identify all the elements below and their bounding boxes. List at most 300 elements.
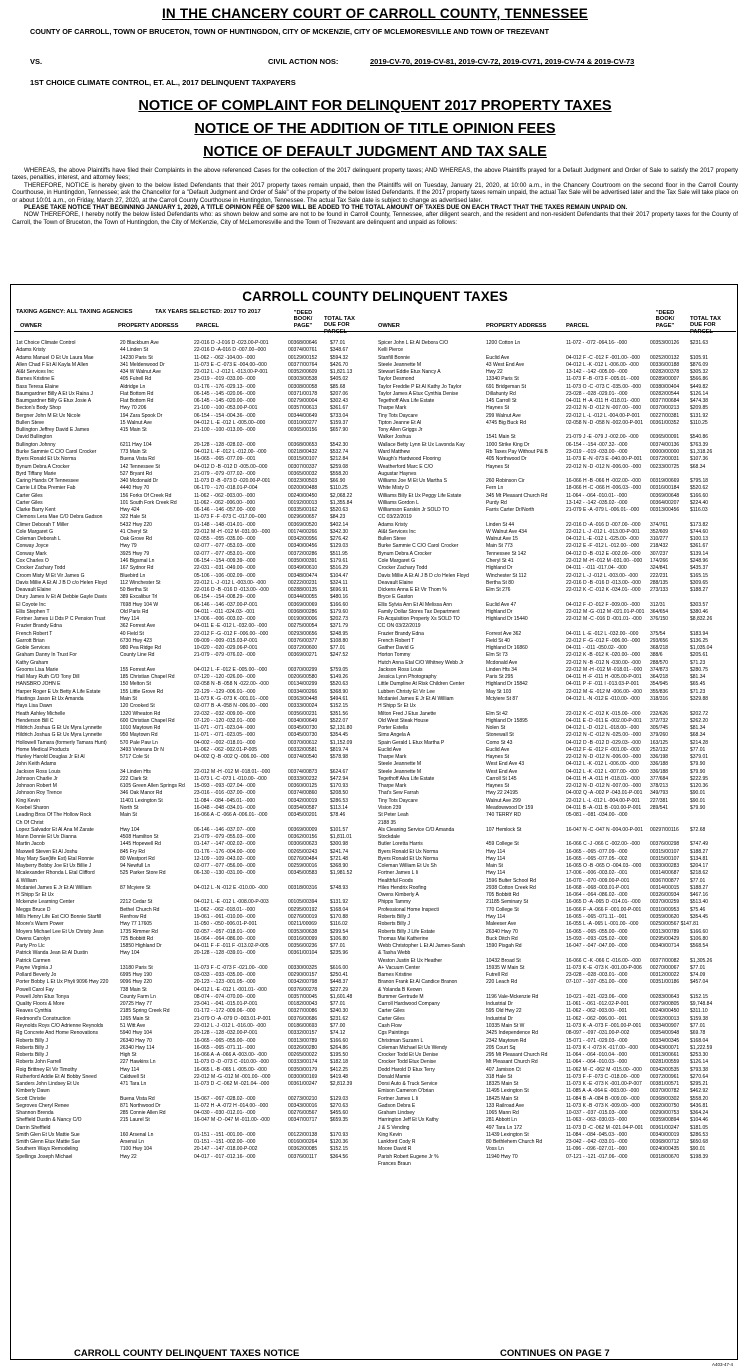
address-cell: Linden Hts 34 [486, 666, 517, 673]
parcel-cell: 11-073 E -N -073 E -040.00-P-001 [566, 456, 643, 463]
listing-row [16, 870, 376, 877]
address-cell: Main St [120, 696, 137, 703]
deed-cell: 252/132 [650, 746, 669, 753]
deed-cell: 00313/00661 [650, 1052, 680, 1059]
deed-cell: 00105/00394 [288, 899, 318, 906]
address-cell: Highland Dr 15842 [486, 681, 528, 688]
listing-row [378, 965, 738, 972]
parcel-cell: 16-066 C -J -066 C -002.00- -000 [566, 841, 640, 848]
listing-row [378, 1146, 738, 1153]
total-cell: $494.61 [330, 696, 349, 703]
total-cell: $218.62 [690, 870, 709, 877]
address-cell: 3493 Veterans Dr N [120, 746, 164, 753]
listing-row [378, 551, 738, 558]
deed-cell: 00314/00015 [650, 884, 680, 891]
owner-cell: Roberts Billy J [378, 921, 410, 928]
deed-cell: 352/609 [650, 528, 669, 535]
listing-row [378, 863, 738, 870]
address-cell: 18425 Main St [486, 1095, 519, 1102]
listing-row [378, 892, 738, 899]
listing-row [16, 761, 376, 768]
address-cell: 14230 Paris St [120, 354, 153, 361]
listing-row [16, 747, 376, 754]
owner-cell: Becton's Body Shop [16, 405, 61, 412]
owner-cell: CC ON 03/22/2019 [378, 623, 421, 630]
deed-cell: 00371/00178 [288, 390, 318, 397]
total-cell: $68.34 [690, 463, 706, 470]
total-cell: $90.01 [690, 790, 706, 797]
deed-cell: 00369/00271 [288, 652, 318, 659]
listing-row [378, 573, 738, 580]
address-cell: Haynes St [486, 463, 510, 470]
title-fee-notice: PLEASE TAKE NOTICE THAT BEGINNING JANUARY 1, 2020, A TITLE OPINION FEE OF $200 WILL BE ADDED TO THE TOTAL AMOUNT OF TAXES DUE ON EACH TRACT THAT THE TAXES REMAIN UNPAID ON. [24, 204, 628, 212]
address-cell: 4440 Hwy 70 [120, 485, 150, 492]
listing-row [16, 1139, 376, 1146]
deed-cell: 00315/00107 [288, 456, 318, 463]
total-cell: $8,832.26 [690, 616, 713, 623]
tax-years-label: TAX YEARS SELECTED: 2017 TO 2017 [155, 309, 261, 315]
address-cell: Hwy 114 [486, 913, 506, 920]
parcel-cell: 11-073 F -F -073 C -017.00--000 [194, 514, 267, 521]
total-cell: $104.46 [690, 1117, 709, 1124]
total-cell: $231.62 [330, 1015, 349, 1022]
parcel-cell: 10-037 - -037 -015.03- -000 [566, 1110, 628, 1117]
owner-cell: Ellis Stephen T [16, 608, 50, 615]
parcel-cell: 11-062 - -062 -003.00- -001 [566, 1008, 628, 1015]
deed-cell: 00345/00201 [288, 812, 318, 819]
address-cell: Hwy 104 [120, 950, 140, 957]
owner-cell: Drury James Iv Et Al Debbie Gayle Davis [16, 594, 107, 601]
deed-cell: 00372/00961 [650, 1073, 680, 1080]
owner-cell: Dodd Harold D Etux Terry [378, 1066, 435, 1073]
owner-cell: Cox Charles O [16, 557, 49, 564]
listing-row [378, 761, 738, 768]
address-cell: Linden St 44 [486, 521, 515, 528]
parcel-cell: 04-012 F -D -012 F -009.00- -000 [566, 601, 640, 608]
deed-cell: 336/198 [650, 754, 669, 761]
parcel-cell: 22-012 N -D -012 N -007.00- -000 [566, 405, 642, 412]
total-cell: $183.94 [690, 630, 709, 637]
deed-cell: 00345/00730 [288, 732, 318, 739]
owner-cell: Cole Margaret G [16, 528, 53, 535]
address-cell: 20 Blackburn Ave [120, 340, 159, 346]
listing-row [16, 769, 376, 776]
col-deed-header-right: "DEED BOOK/ PAGE" [655, 310, 675, 329]
listing-row [378, 587, 738, 594]
address-cell: 2212 Cedar St [120, 899, 153, 906]
parcel-cell: 11-062 - -062 -002.01-P-005 [194, 746, 258, 753]
listing-row [378, 1088, 738, 1095]
parcel-cell: 11-096 - -096 -027.01- -000 [566, 1146, 628, 1153]
address-cell: 50 Bertha St [120, 587, 148, 594]
deed-cell: 00340/00649 [288, 717, 318, 724]
listing-row [16, 1059, 376, 1066]
deed-cell: 00227/00381 [650, 412, 680, 419]
address-cell: Industrial Dr [486, 1001, 513, 1008]
address-cell: 80 Bethlehem Church Rd [486, 1139, 543, 1146]
total-cell: $165.15 [690, 572, 709, 579]
deed-cell: 364/218 [650, 674, 669, 681]
parcel-cell: 08-074 - -074 -070.00- -000 [194, 993, 256, 1000]
total-cell: $1,601.48 [330, 993, 353, 1000]
address-cell: 6105 Green Allen Springs Rd [120, 783, 185, 790]
listing-row [16, 1074, 376, 1081]
owner-cell: Williams Billy Et Ux Peggy Life Estate [378, 492, 462, 499]
listing-row [378, 616, 738, 623]
owner-cell: Mills Henry Life Est C/O Bonnie Starfill [16, 913, 102, 920]
deed-cell: 00276/00019 [288, 913, 318, 920]
owner-cell: Byers Ronald Et Ux Norma [16, 456, 77, 463]
deed-cell: 163/125 [650, 739, 669, 746]
listing-row [378, 384, 738, 391]
listing-row [378, 1045, 738, 1052]
total-cell: $182.18 [330, 1059, 349, 1066]
listing-row [378, 522, 738, 529]
deed-cell: 00276/00484 [288, 855, 318, 862]
deed-cell: 00312/00022 [650, 972, 680, 979]
case-caption-row [30, 57, 720, 66]
address-cell: Bluebird Ln [120, 572, 146, 579]
deed-cell: 00192/00013 [288, 499, 318, 506]
listing-row [16, 1016, 376, 1023]
address-cell: Nolen St [486, 725, 506, 732]
deed-cell: 00374/00136 [650, 441, 680, 448]
deed-cell: 00368/00302 [650, 1095, 680, 1102]
address-cell: 2938 Cotton Creek Rd [486, 884, 536, 891]
listing-row [16, 790, 376, 797]
total-cell: $79.90 [690, 761, 706, 768]
deed-cell: 00344/00649 [288, 412, 318, 419]
owner-cell: Segroves Cheryl Renee [16, 1102, 70, 1109]
parcel-cell: 11-073 D -B -073 D -020.00-P-001 [194, 478, 271, 485]
parcel-cell: 22-012 M -H -012 M -018.01- -000 [566, 666, 643, 673]
owner-cell: Powell John Etux Tonya [16, 993, 69, 1000]
listing-row [378, 456, 738, 463]
deed-cell: 289/541 [650, 805, 669, 811]
owner-cell: Smith Glenn Etux Mattie Sue [16, 1139, 81, 1146]
listing-row [378, 1008, 738, 1015]
parcel-cell: 22-012 M -C -016 D -001.01- -000 [566, 616, 642, 623]
deed-cell: 00327/00086 [288, 1008, 318, 1015]
parcel-cell: 13-142 - -142 -005.00- -000 [566, 369, 628, 376]
parcel-cell: 02-077 - -077 -053.03- -000 [194, 543, 256, 550]
address-cell: 4745 Big Buck Rd [486, 419, 527, 426]
deed-cell: 00370/00259 [650, 899, 680, 906]
parcel-cell: 22-012 M -H -012 M -031.00- -000 [566, 557, 643, 564]
total-cell: $351.56 [330, 710, 349, 717]
owner-cell: Cash Flow [378, 1022, 402, 1029]
parcel-cell: 04-011 H -A -011 H -018.01- -000 [566, 775, 640, 782]
deed-cell: 00356/00236 [288, 943, 318, 950]
listing-row [16, 783, 376, 790]
owner-cell: Caring Hands Of Tennessee [16, 478, 79, 485]
total-cell: $106.80 [330, 935, 349, 942]
parcel-cell: 21-079 O -A -079 O -003.01-P-001 [194, 1015, 271, 1022]
deed-cell: 00259/00016 [288, 863, 318, 870]
deed-cell: 375/54 [650, 630, 666, 637]
total-cell: $205.61 [690, 652, 709, 659]
deed-cell: 00326/00934 [650, 892, 680, 899]
listing-row [378, 1132, 738, 1139]
total-cell: $2,068.22 [330, 492, 353, 499]
parcel-cell: 06-170 - -170 -018.01-P-004 [194, 485, 258, 492]
total-cell: $795.18 [690, 478, 709, 485]
deed-cell: 00374/00761 [288, 347, 318, 354]
total-cell: $2,131.80 [330, 725, 353, 732]
court-title: IN THE CHANCERY COURT OF CARROLL COUNTY, TENNESSEE [161, 6, 589, 21]
owner-cell: H Shipp Sr Et Ux [378, 703, 416, 710]
listing-row [16, 507, 376, 514]
listing-row [16, 1132, 376, 1139]
listing-row [16, 812, 376, 819]
listing-row [16, 907, 376, 914]
owner-cell: That's Sew Farrah [378, 790, 419, 797]
total-cell: $286.53 [690, 1131, 709, 1138]
owner-cell: Donald Mamie [378, 1073, 411, 1080]
total-cell: $77.01 [330, 943, 346, 950]
notice-complaint-heading: NOTICE OF COMPLAINT FOR DELINQUENT 2017 PROPERTY TAXES [138, 98, 612, 114]
owner-cell: 1st Choice Climate Control [16, 340, 76, 346]
address-cell: 5940 Hwy 104 [120, 1030, 152, 1037]
deed-cell: 00313/00456 [650, 507, 680, 514]
owner-cell: Harrington Jeff Et Ux Kathy [378, 1117, 439, 1124]
total-cell: $65.45 [690, 681, 706, 688]
total-cell: $650.68 [690, 1139, 709, 1146]
address-cell: 345 Mt Pleasant Church Rd [486, 492, 548, 499]
listing-row [16, 369, 376, 376]
parcel-cell: 05-081 - -081 -034.00- -000 [566, 812, 628, 819]
owner-cell: Croom Misty M Et Vir James G [16, 572, 85, 579]
total-cell: $516.29 [330, 565, 349, 572]
parcel-cell: 22-012 F -G -012 F -006.00- -000 [566, 637, 641, 644]
deed-cell: 00363/00448 [288, 696, 318, 703]
deed-cell: 00211/00069 [288, 921, 317, 928]
civil-action-numbers: 2019-CV-70, 2019-CV-81, 2019-CV-72, 2019-CV71, 2019-CV-74 & 2019-CV-73 [370, 57, 635, 66]
deed-cell: 00347/00717 [288, 1117, 318, 1124]
listing-row [378, 667, 738, 674]
total-cell: $354.45 [330, 732, 349, 739]
address-cell: 7698 Hwy 104 W [120, 601, 159, 608]
parcel-cell: 06-145 - -145 -020.00- -000 [194, 398, 256, 405]
parcel-cell: 04-012 L -K -012 L -006.00- -000 [566, 761, 639, 768]
listing-row [378, 718, 738, 725]
parcel-cell: 04-012 F -E -012 F -001.00- -000 [566, 746, 640, 753]
total-cell: $110.25 [690, 419, 708, 426]
address-cell: Maleeser Ave [486, 921, 517, 928]
deed-cell: 00333/00232 [288, 775, 318, 782]
total-cell: $262.20 [690, 717, 709, 724]
address-cell: 26340 Hwy 70 [120, 1037, 152, 1044]
col-address-header-right: PROPERTY ADDRESS [486, 323, 547, 329]
total-cell: $131.92 [330, 899, 349, 906]
total-cell: $188.27 [690, 884, 709, 891]
address-cell: Fern Ln [486, 485, 504, 492]
listing-row [378, 834, 738, 841]
total-cell: $1,152.09 [330, 739, 353, 746]
address-cell: West End Ave 43 [486, 761, 525, 768]
total-cell: $170.93 [330, 1131, 349, 1138]
parcel-cell: 22-012 M -H -012 M -018.01- -000 [194, 768, 271, 775]
parcel-cell: 11-061 - -061 -012.02-P-001 [566, 1001, 630, 1008]
parcel-cell: 11-062 - -062 -006.00- -001 [566, 1015, 628, 1022]
total-cell: $513.40 [690, 899, 709, 906]
address-cell: 112 Winchester St [120, 579, 161, 586]
address-cell: 845 Fry Rd [120, 848, 145, 855]
address-cell: 222 Clark St [120, 775, 148, 782]
listing-row [16, 434, 376, 441]
owner-cell: Frances Braun [378, 1161, 411, 1168]
deed-cell: 00190/00006 [288, 616, 318, 623]
owner-cell: Byers Ronald Et Ux Norma [378, 855, 439, 862]
deed-cell: 00377/00082 [650, 957, 680, 964]
owner-cell: Stockdale [378, 834, 400, 841]
deed-cell: 00340/00019 [650, 1131, 680, 1138]
listing-row [16, 878, 376, 885]
reference-code: A403-47-4 [712, 1362, 734, 1367]
parcel-cell: 04-012 L -E -012 L -025.00- -000 [566, 536, 639, 543]
deed-cell: 00326/00280 [288, 1044, 318, 1051]
owner-cell: Graham Danny In Trust For [16, 652, 77, 659]
parcel-cell: 04-012 L -F -012 L -012.00- -000 [194, 448, 267, 455]
deed-cell: 00333/00024 [288, 703, 318, 710]
owner-cell: Healthful Foods [378, 877, 414, 884]
parcel-cell: 01-147 - -147 -002.02- -000 [194, 841, 256, 848]
total-cell: $152.15 [690, 993, 709, 1000]
total-cell: $280.75 [690, 666, 709, 673]
total-cell: $81.34 [690, 725, 706, 732]
owner-cell: Cole Margaret G [378, 557, 415, 564]
owner-cell: Dickens Anna E Et Vir Thom % [378, 587, 447, 594]
parcel-cell: 22-012 K -C -012 K -034.01- -000 [566, 587, 641, 594]
deed-cell: 374/761 [650, 521, 669, 528]
owner-cell: Conway Joyce [16, 543, 49, 550]
address-cell: Highland Dr 16860 [486, 645, 528, 652]
address-cell: 13180 Paris St [120, 964, 153, 971]
address-cell: 220 Leach Rd [486, 979, 518, 986]
owner-cell: Carroll Hardwood Company [378, 1001, 440, 1008]
total-cell: $462.92 [690, 1088, 709, 1095]
parcel-cell: 11-050 - -050 -006.01-P-001 [194, 921, 258, 928]
address-cell: 6995 Hwy 190 [120, 972, 152, 979]
parcel-cell: 16-047 N -C -047 N -004.00-P-001 [566, 826, 643, 833]
listing-row [16, 580, 376, 587]
parcel-cell: 20-128 - -128 -028.02- -000 [194, 441, 256, 448]
listing-row [16, 921, 376, 928]
address-cell: 341 Meldenwood Dr [120, 361, 165, 368]
total-cell: $522.07 [330, 717, 349, 724]
deed-cell: 364/654 [650, 608, 669, 615]
listing-row [16, 1103, 376, 1110]
deed-cell: 00295/00429 [650, 935, 680, 942]
address-cell: High St [120, 1052, 137, 1059]
parcel-cell: 21-079 J -E -079 J -002.00- -000 [566, 434, 639, 441]
deed-cell: 00279/00004 [288, 398, 318, 405]
owner-cell: May Mary Sue(life Est) Etal Ronnie [16, 855, 94, 862]
owner-cell: Hall Mary Ruth C/O Tony Dill [16, 674, 80, 681]
deed-cell: 00303/00538 [288, 376, 318, 383]
deed-cell: 00206/00580 [288, 674, 318, 681]
owner-cell: Clarke Barry Kent [16, 507, 56, 514]
owner-cell: Waugh's Hardwood Flooring [378, 456, 441, 463]
address-cell: 185 Christian Chapel Rd [120, 674, 175, 681]
parcel-cell: 22-012 N -D -012 N -007.00- -000 [566, 783, 642, 790]
listing-row [378, 347, 738, 354]
listing-row [378, 580, 738, 587]
address-cell: 299 Walnut Ave [486, 412, 521, 419]
col-total-header: TOTAL TAX DUE FOR PARCEL [324, 316, 355, 335]
parcel-cell: 21-079 - -079 -055.03- -000 [194, 834, 256, 841]
total-cell: $295.21 [690, 1081, 709, 1088]
total-cell: $747.49 [690, 841, 709, 848]
address-cell: 51 Witt Ave [120, 1022, 146, 1029]
total-cell: $207.06 [330, 390, 349, 397]
total-cell: $342.30 [330, 528, 349, 535]
parcel-cell: 16-066 C -K -066 C -016.00- -000 [566, 957, 641, 964]
owner-cell: Byers Ronald Et Ux Norma [378, 848, 439, 855]
parcel-cell: 05-106 - -106 -002.09- -000 [194, 572, 256, 579]
deed-cell: 00313/00789 [650, 928, 680, 935]
total-cell: $79.90 [690, 805, 706, 811]
listing-row [16, 994, 376, 1001]
owner-cell: Moore's Warm Power [16, 921, 64, 928]
parcel-cell: 22-012 M -E -012 M -006.00- -000 [566, 688, 642, 695]
parcel-cell: 16-066 F -A -066 F -001.00-P-001 [566, 906, 642, 913]
parcel-cell: 04-011 P -F -011 I -013.03-P-001 [566, 681, 640, 688]
owner-cell: Adams Kristy [378, 521, 408, 528]
owner-cell: Baumgardner Billy A Et Ux Raina J [16, 390, 93, 397]
total-cell: $405.02 [330, 376, 349, 383]
deed-cell: 372/732 [650, 717, 669, 724]
listing-row [378, 565, 738, 572]
parcel-cell: 04-012 L -E -012 L -001.01- -000 [194, 986, 267, 993]
deed-cell: 00343/00016 [288, 1102, 318, 1109]
parcel-cell: 16-065 O -B -065 O -004.03- -000 [566, 863, 642, 870]
address-cell: 205 Court Sq [486, 1044, 516, 1051]
owner-cell: Euclid Ave [378, 746, 402, 753]
address-cell: Mcdonald Ave [486, 659, 518, 666]
deed-cell: 00369/00520 [288, 521, 318, 528]
address-cell: Carroll St 145 [486, 775, 517, 782]
listing-row [16, 703, 376, 710]
total-cell: $435.37 [690, 565, 709, 572]
listing-row [378, 362, 738, 369]
deed-cell: 00340/00714 [650, 943, 680, 950]
address-cell: 34 Linden Hts [120, 768, 151, 775]
parcel-cell: 11-073 F -F -073 C -018.00- -000 [566, 1073, 640, 1080]
deed-cell: 00282/00378 [650, 369, 680, 376]
listing-row [378, 783, 738, 790]
deed-cell: 288/135 [650, 579, 669, 586]
total-cell: $558.20 [330, 470, 349, 477]
deed-cell: 00368/00653 [288, 441, 318, 448]
parcel-cell: 22-012 N -D -012 N -006.00- -000 [566, 754, 642, 761]
owner-cell: Rutherford Addie Et Al Bobby Sneed [16, 1073, 97, 1080]
owner-cell: Spellings Joseph Michael [16, 1153, 73, 1160]
listing-row [378, 747, 738, 754]
deed-cell: 00357/00613 [288, 405, 318, 412]
deed-cell: 00374/00860 [288, 790, 318, 797]
address-cell: Buck Ditch Rd [486, 935, 518, 942]
parcel-cell: 10-020 - -020 -029.06-P-001 [194, 645, 258, 652]
address-cell: Purdy Rd [486, 499, 507, 506]
deed-cell: 00345/00583 [288, 870, 318, 877]
total-cell: $819.74 [330, 746, 349, 753]
address-cell: Tennessee St 142 [486, 550, 527, 557]
owner-cell: Fortner James L Ii [378, 870, 419, 877]
total-cell: $311.10 [690, 1008, 708, 1015]
deed-cell: 00310/00277 [288, 419, 318, 426]
address-cell: Rb Taxes Pay Without P& B [486, 448, 548, 455]
